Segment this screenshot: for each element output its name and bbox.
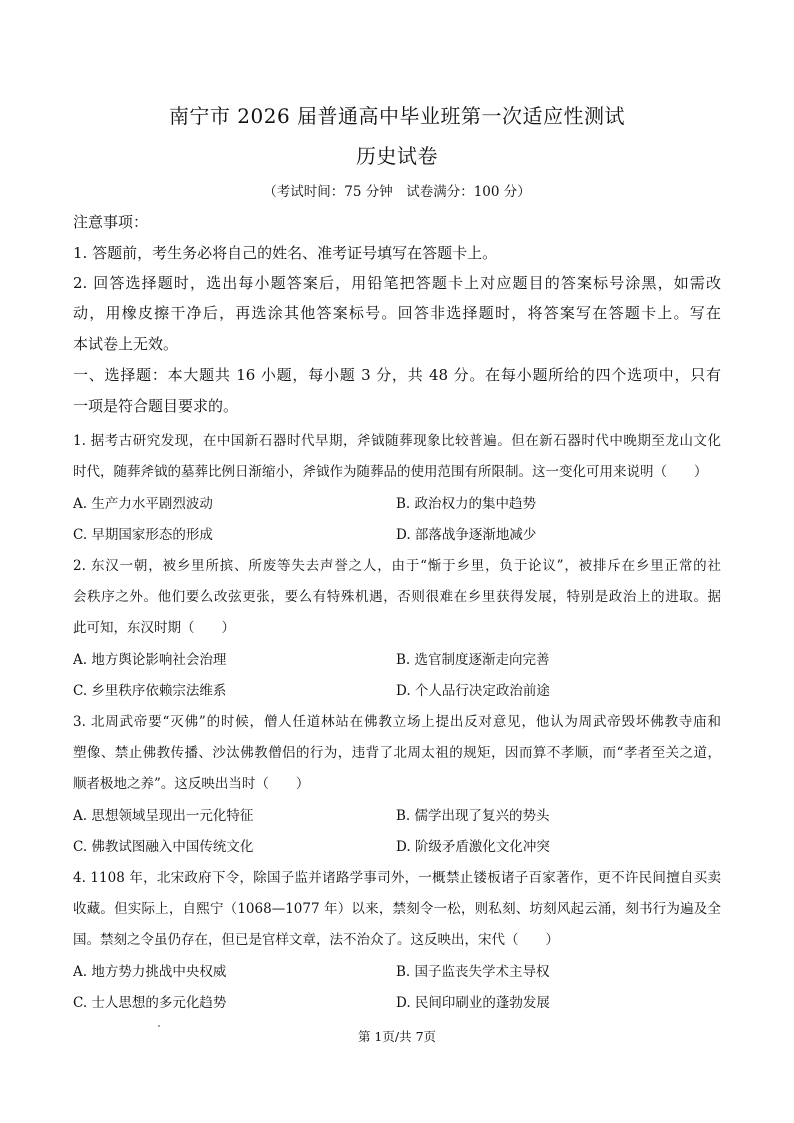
question-1-option-a: A. 生产力水平剧烈波动	[73, 496, 213, 512]
section-heading-line: 一、选择题：本大题共 16 小题，每小题 3 分，共 48 分。在每小题所给的四个选项中，只有	[73, 366, 721, 384]
question-2-text: 会秩序之外。他们要么改弦更张，要么有特殊机遇，否则很难在乡里获得发展，特别是政治上的进取。据	[73, 589, 721, 605]
question-3-text: 顺者极地之养”。这反映出当时（ ）	[73, 776, 310, 792]
subject-title: 历史试卷	[356, 144, 438, 168]
exam-title: 南宁市 2026 届普通高中毕业班第一次适应性测试	[168, 104, 626, 128]
question-1-option-d: D. 部落战争逐渐地减少	[396, 527, 537, 543]
question-3-option-a: A. 思想领域呈现出一元化特征	[73, 808, 254, 824]
question-2-option-a: A. 地方舆论影响社会治理	[73, 652, 227, 668]
question-2-option-d: D. 个人品行决定政治前途	[396, 683, 550, 699]
question-3-text: 塑像、禁止佛教传播、沙汰佛教僧侣的行为，违背了北周太祖的规矩，因而算不孝顺，而“孝者至关之道，	[73, 745, 721, 761]
question-1-text: 1. 据考古研究发现，在中国新石器时代早期，斧钺随葬现象比较普遍。但在新石器时代中晚期至龙山文化	[73, 433, 721, 449]
page-number: 第 1页/共 7页	[357, 1029, 437, 1044]
question-1-option-c: C. 早期国家形态的形成	[73, 527, 213, 543]
notes-item-1: 1. 答题前，考生务必将自己的姓名、准考证号填写在答题卡上。	[73, 244, 498, 262]
question-4-text: 国。禁刻之令虽仍存在，但已是官样文章，法不治众了。这反映出，宋代（ ）	[73, 932, 559, 948]
question-3-option-b: B. 儒学出现了复兴的势头	[396, 808, 550, 824]
question-4-option-b: B. 国子监丧失学术主导权	[396, 964, 550, 980]
question-2-text: 此可知，东汉时期（ ）	[73, 620, 235, 636]
question-3-text: 3. 北周武帝要“灭佛”的时候，僧人任道林站在佛教立场上提出反对意见，他认为周武帝毁坏佛教寺庙和	[73, 714, 721, 730]
question-3-option-c: C. 佛教试图融入中国传统文化	[73, 839, 254, 855]
question-4-option-d: D. 民间印刷业的蓬勃发展	[396, 995, 550, 1011]
question-4-text: 收藏。但实际上，自熙宁（1068—1077 年）以来，禁刻令一松，则私刻、坊刻风起云涌，刻书行为遍及全	[73, 901, 721, 917]
question-1-option-b: B. 政治权力的集中趋势	[396, 496, 537, 512]
question-4-text: 4. 1108 年，北宋政府下令，除国子监并诸路学事司外，一概禁止镂板诸子百家著作，更不许民间擅自买卖	[73, 870, 721, 886]
question-1-text: 时代，随葬斧钺的墓葬比例日渐缩小，斧钺作为随葬品的使用范围有所限制。这一变化可用来说明（ ）	[73, 464, 708, 480]
question-4-option-c: C. 士人思想的多元化趋势	[73, 995, 227, 1011]
exam-info: （考试时间：75 分钟 试卷满分：100 分）	[263, 184, 531, 200]
question-2-text: 2. 东汉一朝，被乡里所摈、所废等失去声誉之人，由于“惭于乡里，负于论议”，被排斥在乡里正常的社	[73, 558, 721, 574]
notes-heading: 注意事项：	[73, 213, 149, 231]
question-2-option-c: C. 乡里秩序依赖宗法维系	[73, 683, 227, 699]
notes-item-2-line: 动，用橡皮擦干净后，再选涂其他答案标号。回答非选择题时，将答案写在答题卡上。写在	[73, 304, 721, 322]
section-heading-line: 一项是符合题目要求的。	[73, 397, 239, 415]
question-4-option-a: A. 地方势力挑战中央权威	[73, 964, 227, 980]
question-3-option-d: D. 阶级矛盾激化文化冲突	[396, 839, 550, 855]
question-2-option-b: B. 选官制度逐渐走向完善	[396, 652, 550, 668]
notes-item-2-line: 本试卷上无效。	[73, 335, 179, 353]
notes-item-2-line: 2. 回答选择题时，选出每小题答案后，用铅笔把答题卡上对应题目的答案标号涂黑，如需改	[73, 274, 721, 292]
